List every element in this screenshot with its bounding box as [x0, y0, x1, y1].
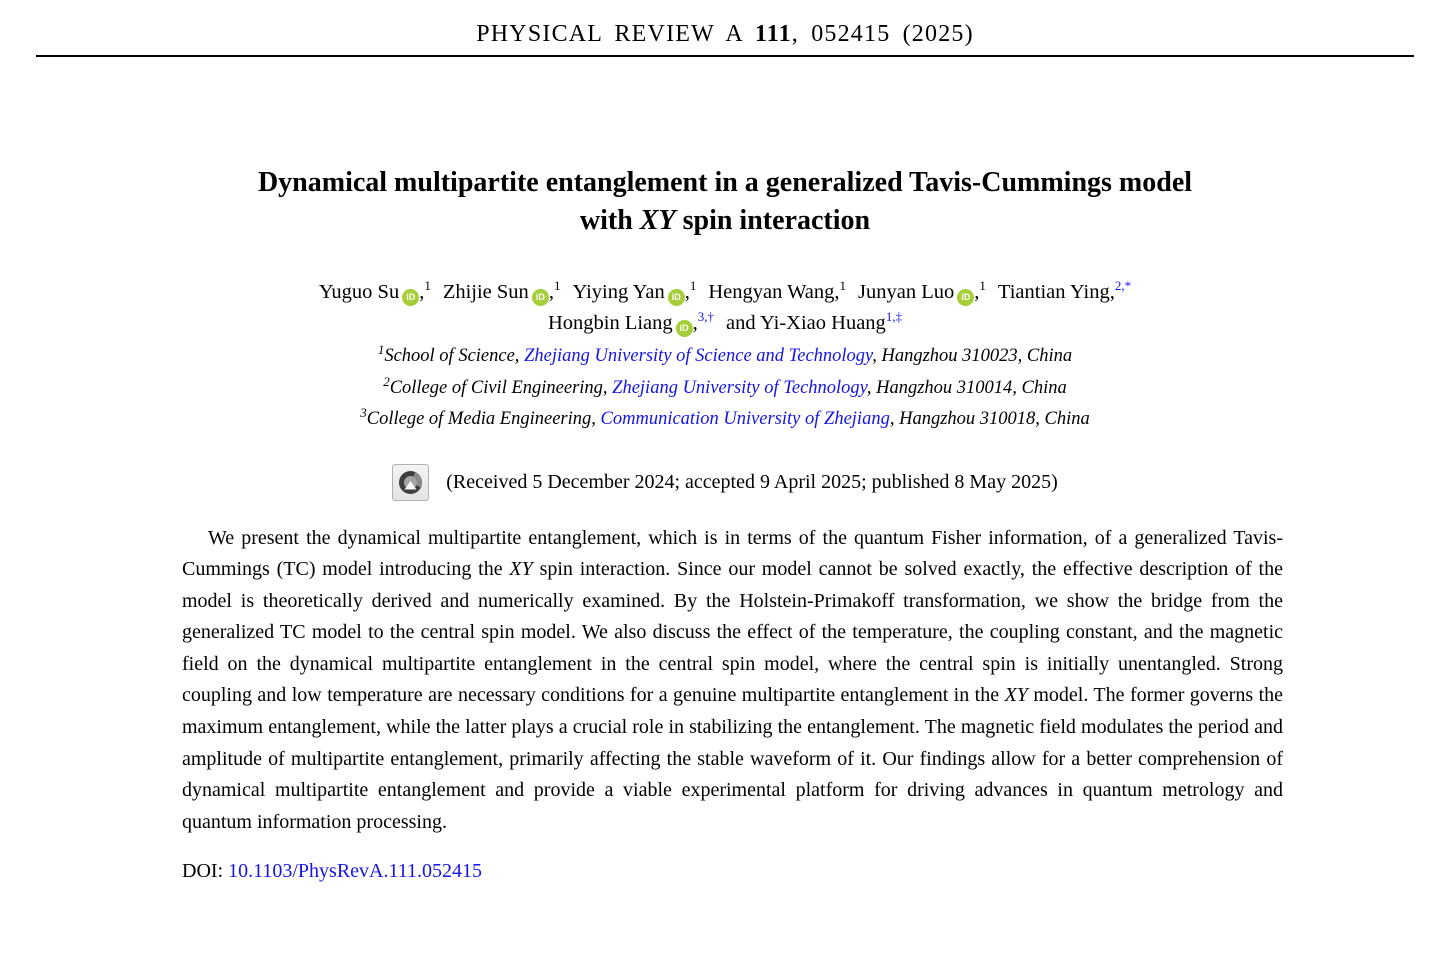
author	[547, 309, 715, 334]
xy-italic: XY	[1004, 684, 1028, 707]
orcid-icon[interactable]: iD	[957, 289, 974, 306]
author	[997, 278, 1132, 303]
abstract-seg1: We present the dynamical multipartite entanglement, which is in terms of the quantum Fisher information, of a generalized Tavis-Cummings (TC) model introducing the	[182, 526, 1283, 581]
affiliation-line	[0, 373, 1450, 405]
affiliation-sup: 1	[689, 278, 697, 294]
author	[708, 278, 847, 303]
author	[318, 278, 431, 303]
journal-volume: 111	[754, 21, 792, 47]
check-for-updates-icon[interactable]	[392, 464, 429, 501]
affiliation-line	[0, 341, 1450, 373]
author-name: Hengyan Wang	[708, 281, 835, 303]
crossmark-glyph	[397, 469, 424, 496]
affiliation-number: 2	[383, 373, 390, 389]
author-name: Tiantian Ying	[997, 281, 1110, 303]
university-link[interactable]: Zhejiang University of Science and Technology	[524, 346, 873, 366]
footnote-link[interactable]: 1,‡	[885, 309, 903, 325]
author-separator: ,	[834, 281, 840, 303]
abstract-seg2: spin interaction. Since our model cannot be solved exactly, the effective description of the model is theoretically derived and numerically examined. By the Holstein-Primakoff transformation, we show the bridge from the generalized TC model to the central spin model. We also discuss the effect of the temperature, the coupling constant, and the magnetic field on the dynamical multipartite entanglement in the central spin model, where the central spin is initially unentangled. Strong coupling and low temperature are necessary conditions for a genuine multipartite entanglement in the	[182, 558, 1283, 707]
affiliation-city: , Hangzhou 310023, China	[872, 346, 1073, 366]
received-dates: (Received 5 December 2024; accepted 9 April 2025; published 8 May 2025)	[446, 470, 1058, 493]
abstract-seg3: model. The former governs the maximum entanglement, while the latter plays a crucial role in stabilizing the entanglement. The magnetic field modulates the period and amplitude of multipartite entanglement, primarily affecting the stable waveform of it. Our findings allow for a better comprehension of dynamical multipartite entanglement and provide a viable experimental platform for driving advances in quantum metrology and quantum information processing.	[182, 684, 1284, 833]
doi-line	[182, 860, 1450, 883]
title-xy-italic: XY	[639, 205, 676, 236]
author-separator: ,	[692, 312, 698, 334]
xy-italic: XY	[509, 558, 533, 581]
author-separator: ,	[548, 281, 554, 303]
journal-header	[0, 0, 1450, 48]
affiliation-sup: 1	[424, 278, 431, 294]
orcid-icon[interactable]: iD	[668, 289, 685, 306]
affiliation-dept: College of Media Engineering,	[366, 409, 601, 429]
author-name: Yiying Yan	[572, 281, 665, 303]
paper-title	[100, 164, 1350, 240]
author-name: Yuguo Su	[318, 281, 400, 303]
header-rule	[36, 55, 1414, 57]
title-line1: Dynamical multipartite entanglement in a generalized Tavis-Cummings model	[257, 167, 1193, 198]
affiliation-city: , Hangzhou 310014, China	[866, 377, 1067, 398]
authors-line-1	[0, 277, 1450, 308]
received-row	[0, 464, 1450, 501]
author	[572, 278, 697, 303]
university-link[interactable]: Communication University of Zhejiang	[600, 409, 890, 429]
affiliation-sup: 1	[553, 278, 561, 294]
affiliation-city: , Hangzhou 310018, China	[889, 409, 1090, 429]
author-name: Zhijie Sun	[442, 281, 529, 303]
author-separator: ,	[684, 281, 690, 303]
journal-issue: , 052415 (2025)	[791, 21, 974, 47]
affiliation-dept: College of Civil Engineering,	[389, 377, 613, 398]
orcid-icon[interactable]: iD	[532, 289, 549, 306]
university-link[interactable]: Zhejiang University of Technology	[612, 377, 867, 398]
doi-label: DOI:	[182, 860, 229, 883]
title-line2-pre: with	[579, 205, 640, 236]
affiliation-dept: School of Science,	[384, 346, 525, 366]
orcid-icon[interactable]: iD	[402, 289, 419, 306]
title-line2-post: spin interaction	[675, 205, 871, 236]
author-separator: ,	[974, 281, 980, 303]
author-name: Junyan Luo	[858, 281, 955, 303]
authors-line-2	[0, 308, 1450, 339]
author-list	[0, 277, 1450, 339]
affiliation-sup: 1	[979, 278, 986, 294]
doi-link[interactable]: 10.1103/PhysRevA.111.052415	[228, 860, 483, 883]
author	[442, 278, 561, 303]
author-separator: ,	[419, 281, 425, 303]
abstract-text	[182, 523, 1283, 839]
author-separator: ,	[1109, 281, 1115, 303]
orcid-icon[interactable]: iD	[676, 320, 693, 337]
author-name: Hongbin Liang	[547, 312, 673, 334]
author	[858, 278, 986, 303]
author	[726, 309, 903, 334]
affiliation-sup: 1	[839, 278, 847, 294]
journal-name: PHYSICAL REVIEW A	[476, 21, 755, 47]
footnote-link[interactable]: 2,*	[1114, 278, 1132, 294]
footnote-link[interactable]: 3,†	[697, 309, 715, 325]
affiliation-line	[0, 404, 1450, 436]
affiliation-list	[0, 341, 1450, 436]
affiliation-number: 3	[360, 404, 367, 420]
affiliation-number: 1	[377, 341, 385, 357]
author-name: and Yi-Xiao Huang	[726, 312, 886, 334]
